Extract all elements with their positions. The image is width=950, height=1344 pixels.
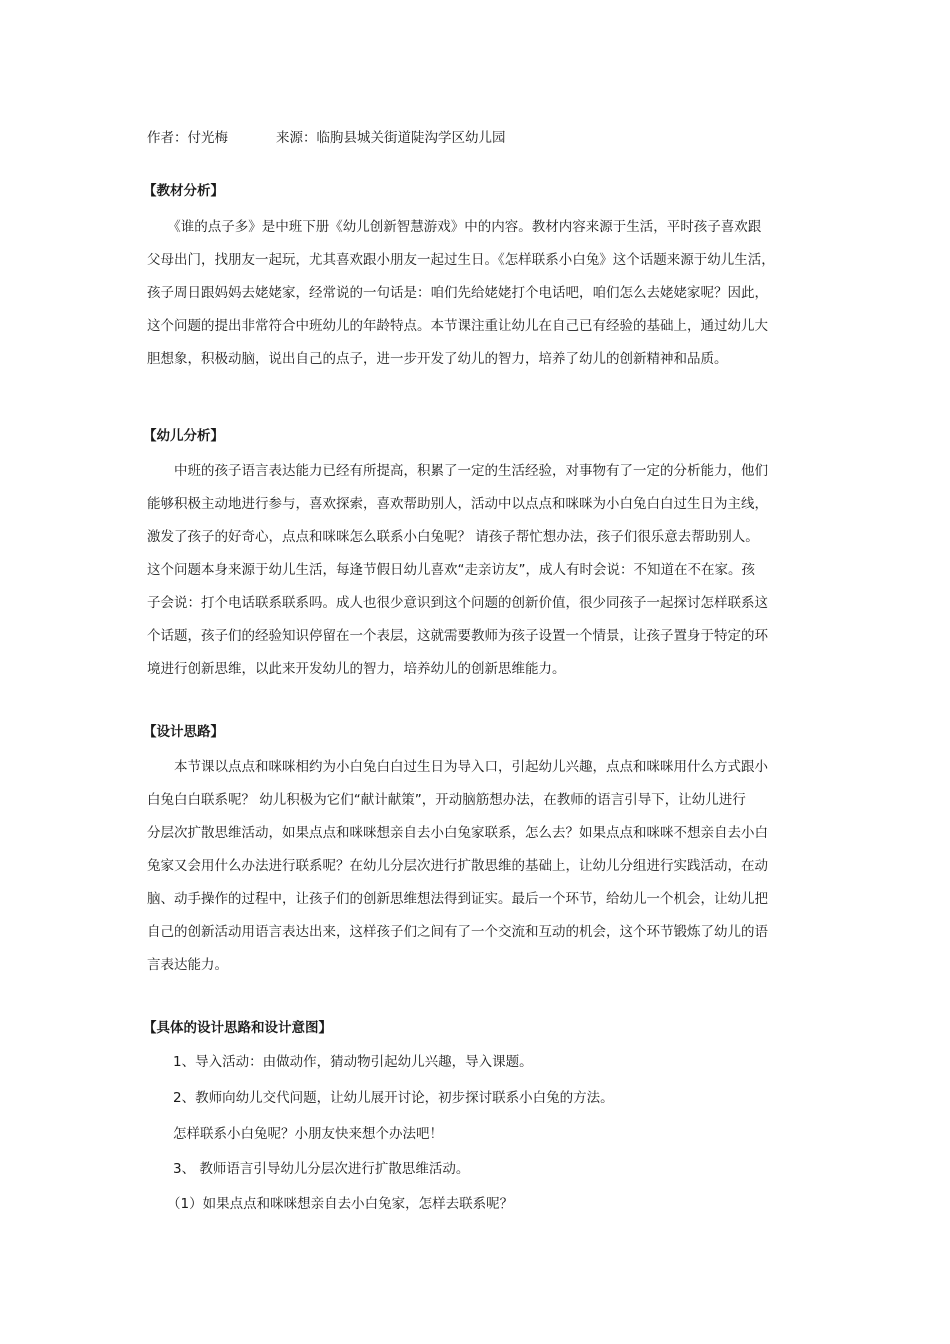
section-body-textbook-analysis [147, 211, 812, 376]
section-body-child-analysis [147, 455, 812, 686]
paragraph-line: 胆想象，积极动脑，说出自己的点子，进一步开发了幼儿的智力，培养了幼儿的创新精神和品质。 [147, 351, 728, 367]
paragraph-line: 《谁的点子多》是中班下册《幼儿创新智慧游戏》中的内容。教材内容来源于生活，平时孩子喜欢跟 [147, 219, 762, 235]
paragraph-line: 分层次扩散思维活动，如果点点和咪咪想亲自去小白兔家联系，怎么去？如果点点和咪咪不想亲自去小白 [147, 825, 768, 841]
design-step-item: 2、教师向幼儿交代问题，让幼儿展开讨论，初步探讨联系小白兔的方法。 [173, 1090, 614, 1106]
paragraph-line: 这个问题的提出非常符合中班幼儿的年龄特点。本节课注重让幼儿在自己已有经验的基础上，通过幼儿大 [147, 318, 768, 334]
paragraph-line: 这个问题本身来源于幼儿生活，每逢节假日幼儿喜欢“走亲访友”，成人有时会说：不知道在不在家。孩 [147, 562, 755, 578]
paragraph-line: 兔家又会用什么办法进行联系呢？在幼儿分层次进行扩散思维的基础上，让幼儿分组进行实践活动，在动 [147, 858, 768, 874]
author-line: 作者：付光梅 [147, 130, 228, 146]
section-heading-design-idea: 【设计思路】 [143, 724, 224, 740]
paragraph-line: 能够积极主动地进行参与，喜欢探索，喜欢帮助别人，活动中以点点和咪咪为小白兔白白过生日为主线， [147, 496, 768, 512]
design-step-note: 怎样联系小白兔呢？小朋友快来想个办法吧！ [173, 1126, 443, 1142]
paragraph-line: 父母出门，找朋友一起玩，尤其喜欢跟小朋友一起过生日。《怎样联系小白兔》这个话题来源于幼儿生活， [147, 252, 775, 268]
paragraph-line: 本节课以点点和咪咪相约为小白兔白白过生日为导入口，引起幼儿兴趣，点点和咪咪用什么方式跟小 [147, 759, 768, 775]
document-meta [147, 128, 506, 148]
paragraph-line: 孩子周日跟妈妈去姥姥家，经常说的一句话是：咱们先给姥姥打个电话吧，咱们怎么去姥姥家呢？因此， [147, 285, 768, 301]
paragraph-line: 境进行创新思维，以此来开发幼儿的智力，培养幼儿的创新思维能力。 [147, 661, 566, 677]
paragraph-line: 个话题，孩子们的经验知识停留在一个表层，这就需要教师为孩子设置一个情景，让孩子置身于特定的环 [147, 628, 768, 644]
paragraph-line: 子会说：打个电话联系联系吗。成人也很少意识到这个问题的创新价值，很少同孩子一起探讨怎样联系这 [147, 595, 768, 611]
design-substep-item: （1）如果点点和咪咪想亲自去小白兔家，怎样去联系呢？ [167, 1196, 514, 1212]
design-step-item: 3、 教师语言引导幼儿分层次进行扩散思维活动。 [173, 1161, 470, 1177]
paragraph-line: 中班的孩子语言表达能力已经有所提高，积累了一定的生活经验，对事物有了一定的分析能力，他们 [147, 463, 768, 479]
section-body-design-idea [147, 751, 812, 982]
paragraph-line: 脑、动手操作的过程中，让孩子们的创新思维想法得到证实。最后一个环节，给幼儿一个机会，让幼儿把 [147, 891, 768, 907]
section-heading-detailed-design: 【具体的设计思路和设计意图】 [143, 1020, 332, 1036]
paragraph-line: 激发了孩子的好奇心，点点和咪咪怎么联系小白兔呢？ 请孩子帮忙想办法，孩子们很乐意去帮助别人。 [147, 529, 759, 545]
paragraph-line: 言表达能力。 [147, 957, 228, 973]
source-line: 来源：临朐县城关街道陡沟学区幼儿园 [276, 130, 506, 146]
paragraph-line: 自己的创新活动用语言表达出来，这样孩子们之间有了一个交流和互动的机会，这个环节锻炼了幼儿的语 [147, 924, 768, 940]
section-heading-textbook-analysis: 【教材分析】 [143, 183, 224, 199]
design-step-item: 1、导入活动：由做动作，猜动物引起幼儿兴趣，导入课题。 [173, 1054, 533, 1070]
section-heading-child-analysis: 【幼儿分析】 [143, 428, 224, 444]
paragraph-line: 白兔白白联系呢？ 幼儿积极为它们“献计献策”，开动脑筋想办法，在教师的语言引导下，让幼儿进行 [147, 792, 746, 808]
